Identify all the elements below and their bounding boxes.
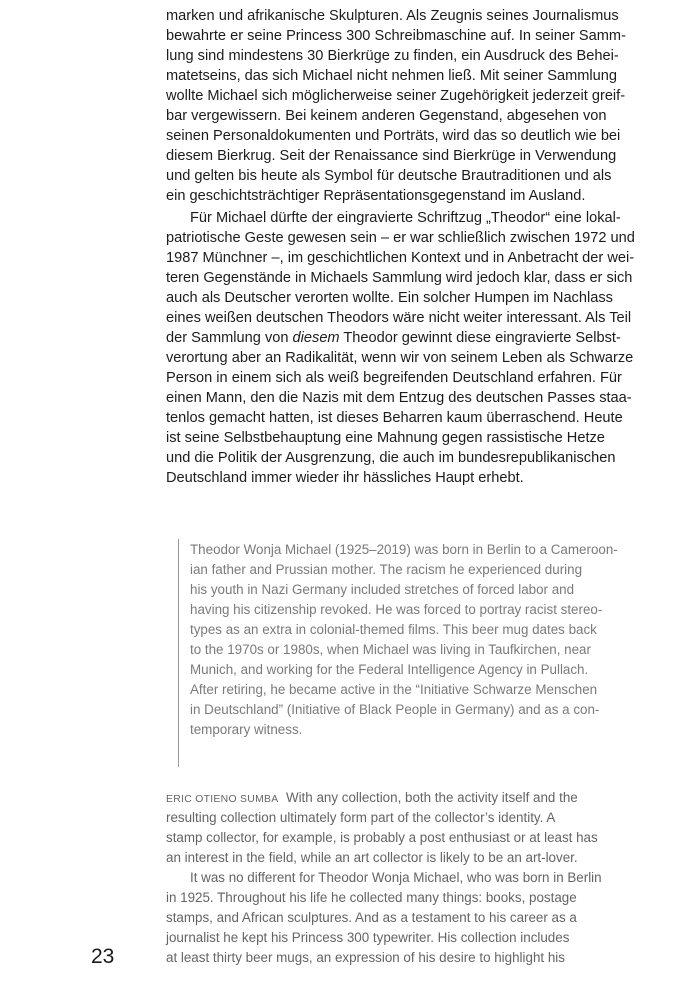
text-line: seinen Personaldokumenten und Porträts, wird das so deutlich wie bei — [166, 128, 621, 144]
text-span: Theodor gewinnt diese eingravierte Selbst- — [339, 330, 621, 346]
text-line: temporary witness. — [190, 722, 303, 737]
text-span: der Sammlung von — [166, 330, 293, 346]
text-line: having his citizenship revoked. He was forced to portray racist stereo- — [190, 602, 603, 617]
text-line: Deutschland immer wieder ihr hässliches Haupt erhebt. — [166, 470, 524, 486]
text-line: Person in einem sich als weiß begreifenden Deutschland erfahren. Für — [166, 370, 622, 386]
text-line: Munich, and working for the Federal Intelligence Agency in Pullach. — [190, 662, 589, 677]
text-line: in Deutschland” (Initiative of Black People in Germany) and as a con- — [190, 702, 600, 717]
text-line: marken und afrikanische Skulpturen. Als Zeugnis seines Journalismus — [166, 8, 619, 24]
text-line: It was no different for Theodor Wonja Michael, who was born in Berlin — [190, 870, 602, 885]
text-line: at least thirty beer mugs, an expression of his desire to highlight his — [166, 950, 565, 965]
text-line: einen Mann, den die Nazis mit dem Entzug des deutschen Passes staa- — [166, 390, 632, 406]
text-line: ist seine Selbstbehauptung eine Mahnung gegen rassistische Hetze — [166, 430, 605, 446]
text-line: verortung aber an Radikalität, wenn wir von seinem Leben als Schwarze — [166, 350, 634, 366]
text-line: types as an extra in colonial-themed films. This beer mug dates back — [190, 622, 597, 637]
text-line: und gelten bis heute als Symbol für deutsche Brautraditionen und als — [166, 168, 612, 184]
text-line: bar vergewissern. Bei keinem anderen Gegenstand, abgesehen von — [166, 108, 607, 124]
text-line: matetseins, das sich Michael nicht nehmen ließ. Mit seiner Sammlung — [166, 68, 617, 84]
text-line: 1987 Münchner –, im geschichtlichen Kontext und in Anbetracht der wei- — [166, 250, 635, 266]
text-line: eines weißen deutschen Theodors wäre nicht weiter interessant. Als Teil — [166, 310, 632, 326]
text-line: diesem Bierkrug. Seit der Renaissance sind Bierkrüge in Verwendung — [166, 148, 617, 164]
text-line: Für Michael dürfte der eingravierte Schriftzug „Theodor“ eine lokal- — [190, 210, 621, 226]
page-number: 23 — [91, 945, 115, 968]
text-line: teren Gegenstände in Michaels Sammlung wird jedoch klar, dass er sich — [166, 270, 633, 286]
text-line: in 1925. Throughout his life he collected many things: books, postage — [166, 890, 577, 905]
author-name: ERIC OTIENO SUMBA — [166, 794, 279, 805]
text-line: After retiring, he became active in the “Initiative Schwarze Menschen — [190, 682, 598, 697]
text-line: und die Politik der Ausgrenzung, die auch im bundesrepublikanischen — [166, 450, 616, 466]
text-line: Theodor Wonja Michael (1925–2019) was born in Berlin to a Cameroon- — [190, 542, 618, 557]
emphasis-word: diesem — [292, 330, 340, 346]
text-line: resulting collection ultimately form part of the collector’s identity. A — [166, 810, 556, 825]
text-line: to the 1970s or 1980s, when Michael was living in Taufkirchen, near — [190, 642, 591, 657]
text-line: tenlos gemacht hatten, ist dieses Beharren kaum überraschend. Heute — [166, 410, 623, 426]
text-line: auch als Deutscher verorten wollte. Ein solcher Humpen im Nachlass — [166, 290, 613, 306]
text-line: journalist he kept his Princess 300 typewriter. His collection includes — [166, 930, 570, 945]
text-line: his youth in Nazi Germany included stretches of forced labor and — [190, 582, 575, 597]
text-line: wollte Michael sich möglicherweise seiner Zugehörigkeit jederzeit greif- — [166, 88, 626, 104]
text-line: lung sind mindestens 30 Bierkrüge zu finden, ein Ausdruck des Behei- — [166, 48, 619, 64]
text-line: ian father and Prussian mother. The racism he experienced during — [190, 562, 583, 577]
text-line: ein geschichtsträchtiger Repräsentationsgegenstand im Ausland. — [166, 188, 586, 204]
text-line: stamp collector, for example, is probably a post enthusiast or at least has — [166, 830, 598, 845]
text-line: bewahrte er seine Princess 300 Schreibmaschine auf. In seiner Samm- — [166, 28, 626, 44]
text-span: With any collection, both the activity itself and the — [285, 790, 578, 805]
text-line: patriotische Geste gewesen sein – er war schließlich zwischen 1972 und — [166, 230, 635, 246]
text-line: an interest in the field, while an art collector is likely to be an art-lover. — [166, 850, 578, 865]
text-line: stamps, and African sculptures. And as a testament to his career as a — [166, 910, 577, 925]
